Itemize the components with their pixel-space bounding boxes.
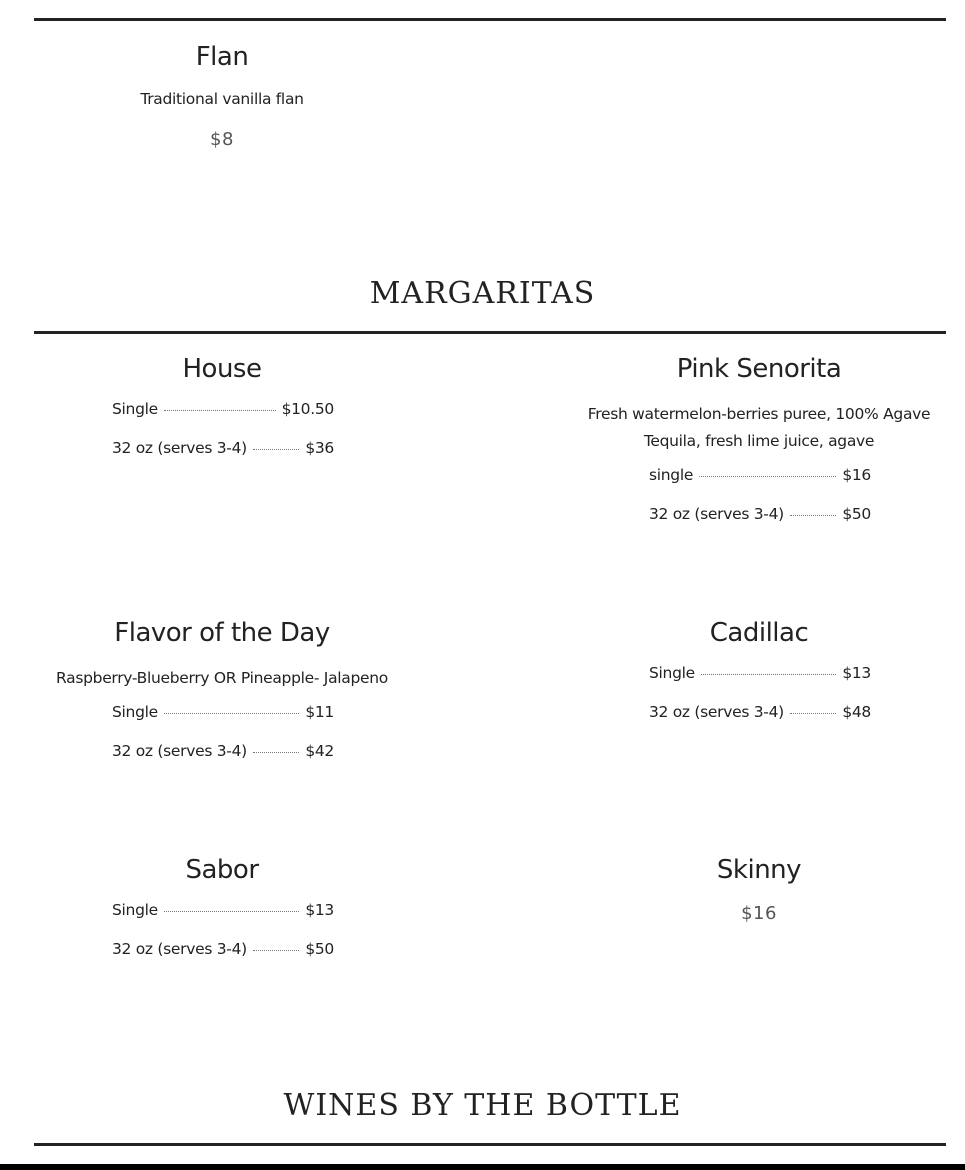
dot-leader [253,950,299,951]
price-amount: $50 [305,940,334,958]
price-amount: $48 [842,703,871,721]
price-amount: $11 [305,703,334,721]
price-label: 32 oz (serves 3-4) [649,703,784,721]
price-table-house [112,400,334,478]
price-amount: $16 [842,466,871,484]
price-table-pink-senorita [649,466,871,544]
price-row-single [649,664,871,703]
price-label: 32 oz (serves 3-4) [112,940,247,958]
dot-leader [164,911,299,912]
price-amount: $10.50 [281,400,334,418]
menu-item-sabor [34,853,410,887]
menu-item-flan [34,40,410,150]
dot-leader [164,410,276,411]
price-label: Single [649,664,695,682]
menu-item-house [34,352,410,386]
price-label: Single [112,400,158,418]
item-name: Flan [195,42,249,72]
item-name: Skinny [716,855,802,885]
section-divider-top [34,18,946,21]
section-divider-margaritas [34,331,946,334]
menu-item-pink-senorita [556,352,962,455]
price-amount: $13 [842,664,871,682]
dot-leader [253,752,299,753]
price-label: 32 oz (serves 3-4) [649,505,784,523]
price-row-32oz [649,505,871,544]
dot-leader [790,713,836,714]
price-table-cadillac [649,664,871,742]
dot-leader [790,515,836,516]
price-label: Single [112,703,158,721]
price-row-single [112,400,334,439]
price-row-single [112,703,334,742]
price-table-sabor [112,901,334,979]
price-row-single [649,466,871,505]
price-row-32oz [112,439,334,478]
price-amount: $36 [305,439,334,457]
menu-item-skinny [556,853,962,924]
price-label: single [649,466,694,484]
dot-leader [253,449,299,450]
price-row-single [112,901,334,940]
price-amount: $13 [305,901,334,919]
item-description-line-1: Fresh watermelon-berries puree, 100% Agave [587,405,931,423]
item-name: Cadillac [709,618,809,648]
section-title-margaritas: MARGARITAS [369,276,596,311]
price-label: Single [112,901,158,919]
item-price: $8 [210,129,234,150]
menu-item-cadillac [556,616,962,650]
dot-leader [699,476,836,477]
item-name: Flavor of the Day [114,618,330,648]
price-row-32oz [649,703,871,742]
item-name: Sabor [185,855,259,885]
price-row-32oz [112,742,334,781]
price-row-32oz [112,940,334,979]
price-table-flavor-of-the-day [112,703,334,781]
menu-item-flavor-of-the-day [34,616,410,692]
price-label: 32 oz (serves 3-4) [112,439,247,457]
item-price: $16 [741,903,777,924]
price-label: 32 oz (serves 3-4) [112,742,247,760]
price-amount: $42 [305,742,334,760]
item-description: Raspberry-Blueberry OR Pineapple- Jalapeno [56,669,388,687]
dot-leader [701,674,836,675]
item-description: Traditional vanilla flan [140,90,304,108]
page-bottom-bar [0,1164,965,1170]
dot-leader [164,713,299,714]
item-name: House [182,354,262,384]
section-title-wines: WINES BY THE BOTTLE [283,1088,682,1123]
item-description-line-2: Tequila, fresh lime juice, agave [643,432,875,450]
price-amount: $50 [842,505,871,523]
item-name: Pink Senorita [676,354,842,384]
section-divider-wines [34,1143,946,1146]
